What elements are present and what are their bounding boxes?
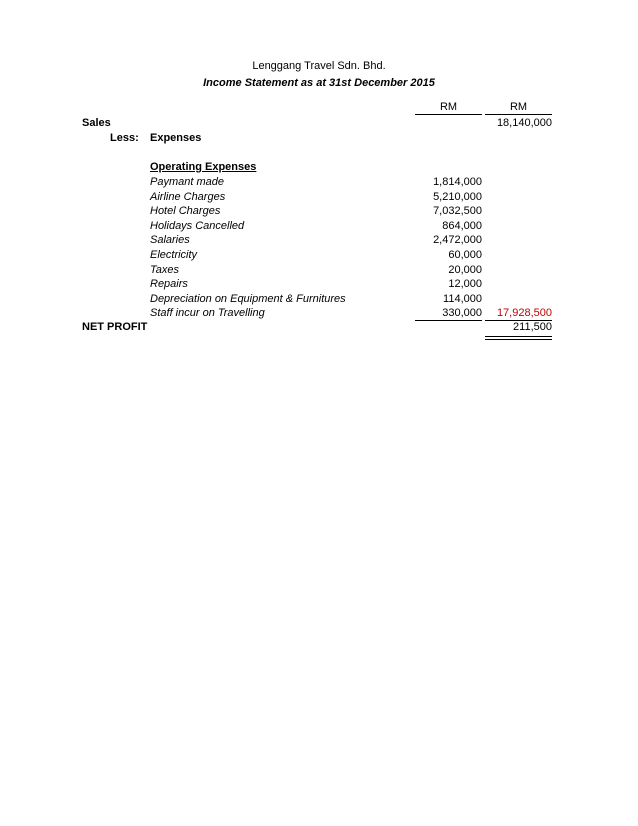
total-expenses-value: 17,928,500 — [496, 307, 552, 320]
expense-item-row — [0, 248, 638, 263]
net-profit-label: NET PROFIT — [82, 321, 148, 333]
expense-item-label: Salaries — [150, 234, 190, 247]
column-header-rm-1: RM — [439, 101, 458, 113]
operating-expenses-heading: Operating Expenses — [150, 161, 257, 173]
expense-item-label: Repairs — [150, 278, 188, 291]
expense-item-label: Electricity — [150, 249, 198, 261]
sales-value: 18,140,000 — [496, 117, 552, 129]
expense-item-row — [0, 263, 638, 278]
net-profit-double-rule — [485, 336, 552, 340]
expense-item-row — [0, 219, 638, 234]
column-header-rule-2 — [485, 114, 552, 115]
column-header-rule-1 — [415, 114, 482, 115]
statement-header — [0, 58, 638, 92]
operating-expenses-heading-row — [0, 160, 638, 175]
expense-item-value: 60,000 — [448, 249, 482, 261]
column-header-rm-2: RM — [509, 101, 528, 113]
expense-item-row — [0, 292, 638, 307]
net-profit-value: 211,500 — [513, 321, 552, 333]
expense-item-value: 7,032,500 — [433, 205, 482, 218]
expense-item-label: Paymant made — [150, 176, 224, 188]
expense-item-label: Taxes — [150, 263, 179, 276]
less-prefix: Less: — [110, 132, 139, 144]
sales-label: Sales — [82, 117, 111, 129]
expense-item-value: 114,000 — [443, 292, 482, 305]
expense-item-row — [0, 233, 638, 248]
less-expenses-label: Expenses — [150, 132, 202, 144]
expense-item-row — [0, 277, 638, 292]
expense-item-value: 20,000 — [448, 263, 482, 276]
expense-item-value: 5,210,000 — [433, 190, 482, 203]
net-profit-row — [0, 320, 638, 335]
expense-item-row — [0, 175, 638, 190]
expense-item-value: 12,000 — [448, 278, 482, 291]
expense-item-value: 2,472,000 — [433, 234, 482, 247]
company-name: Lenggang Travel Sdn. Bhd. — [252, 60, 386, 72]
column-header-row — [0, 100, 638, 115]
expense-item-value: 1,814,000 — [433, 176, 482, 188]
statement-title: Income Statement as at 31st December 2015 — [203, 77, 435, 89]
expense-item-label: Depreciation on Equipment & Furnitures — [150, 292, 346, 305]
sales-row — [0, 116, 638, 131]
expense-item-label: Staff incur on Travelling — [150, 307, 265, 320]
expense-item-label: Holidays Cancelled — [150, 219, 245, 232]
less-expenses-row — [0, 131, 638, 146]
expense-item-value: 330,000 — [442, 307, 482, 320]
expense-item-label: Airline Charges — [150, 190, 226, 203]
expense-item-label: Hotel Charges — [150, 205, 221, 218]
expense-item-row — [0, 204, 638, 219]
expense-item-row — [0, 190, 638, 205]
expense-item-value: 864,000 — [442, 219, 482, 232]
